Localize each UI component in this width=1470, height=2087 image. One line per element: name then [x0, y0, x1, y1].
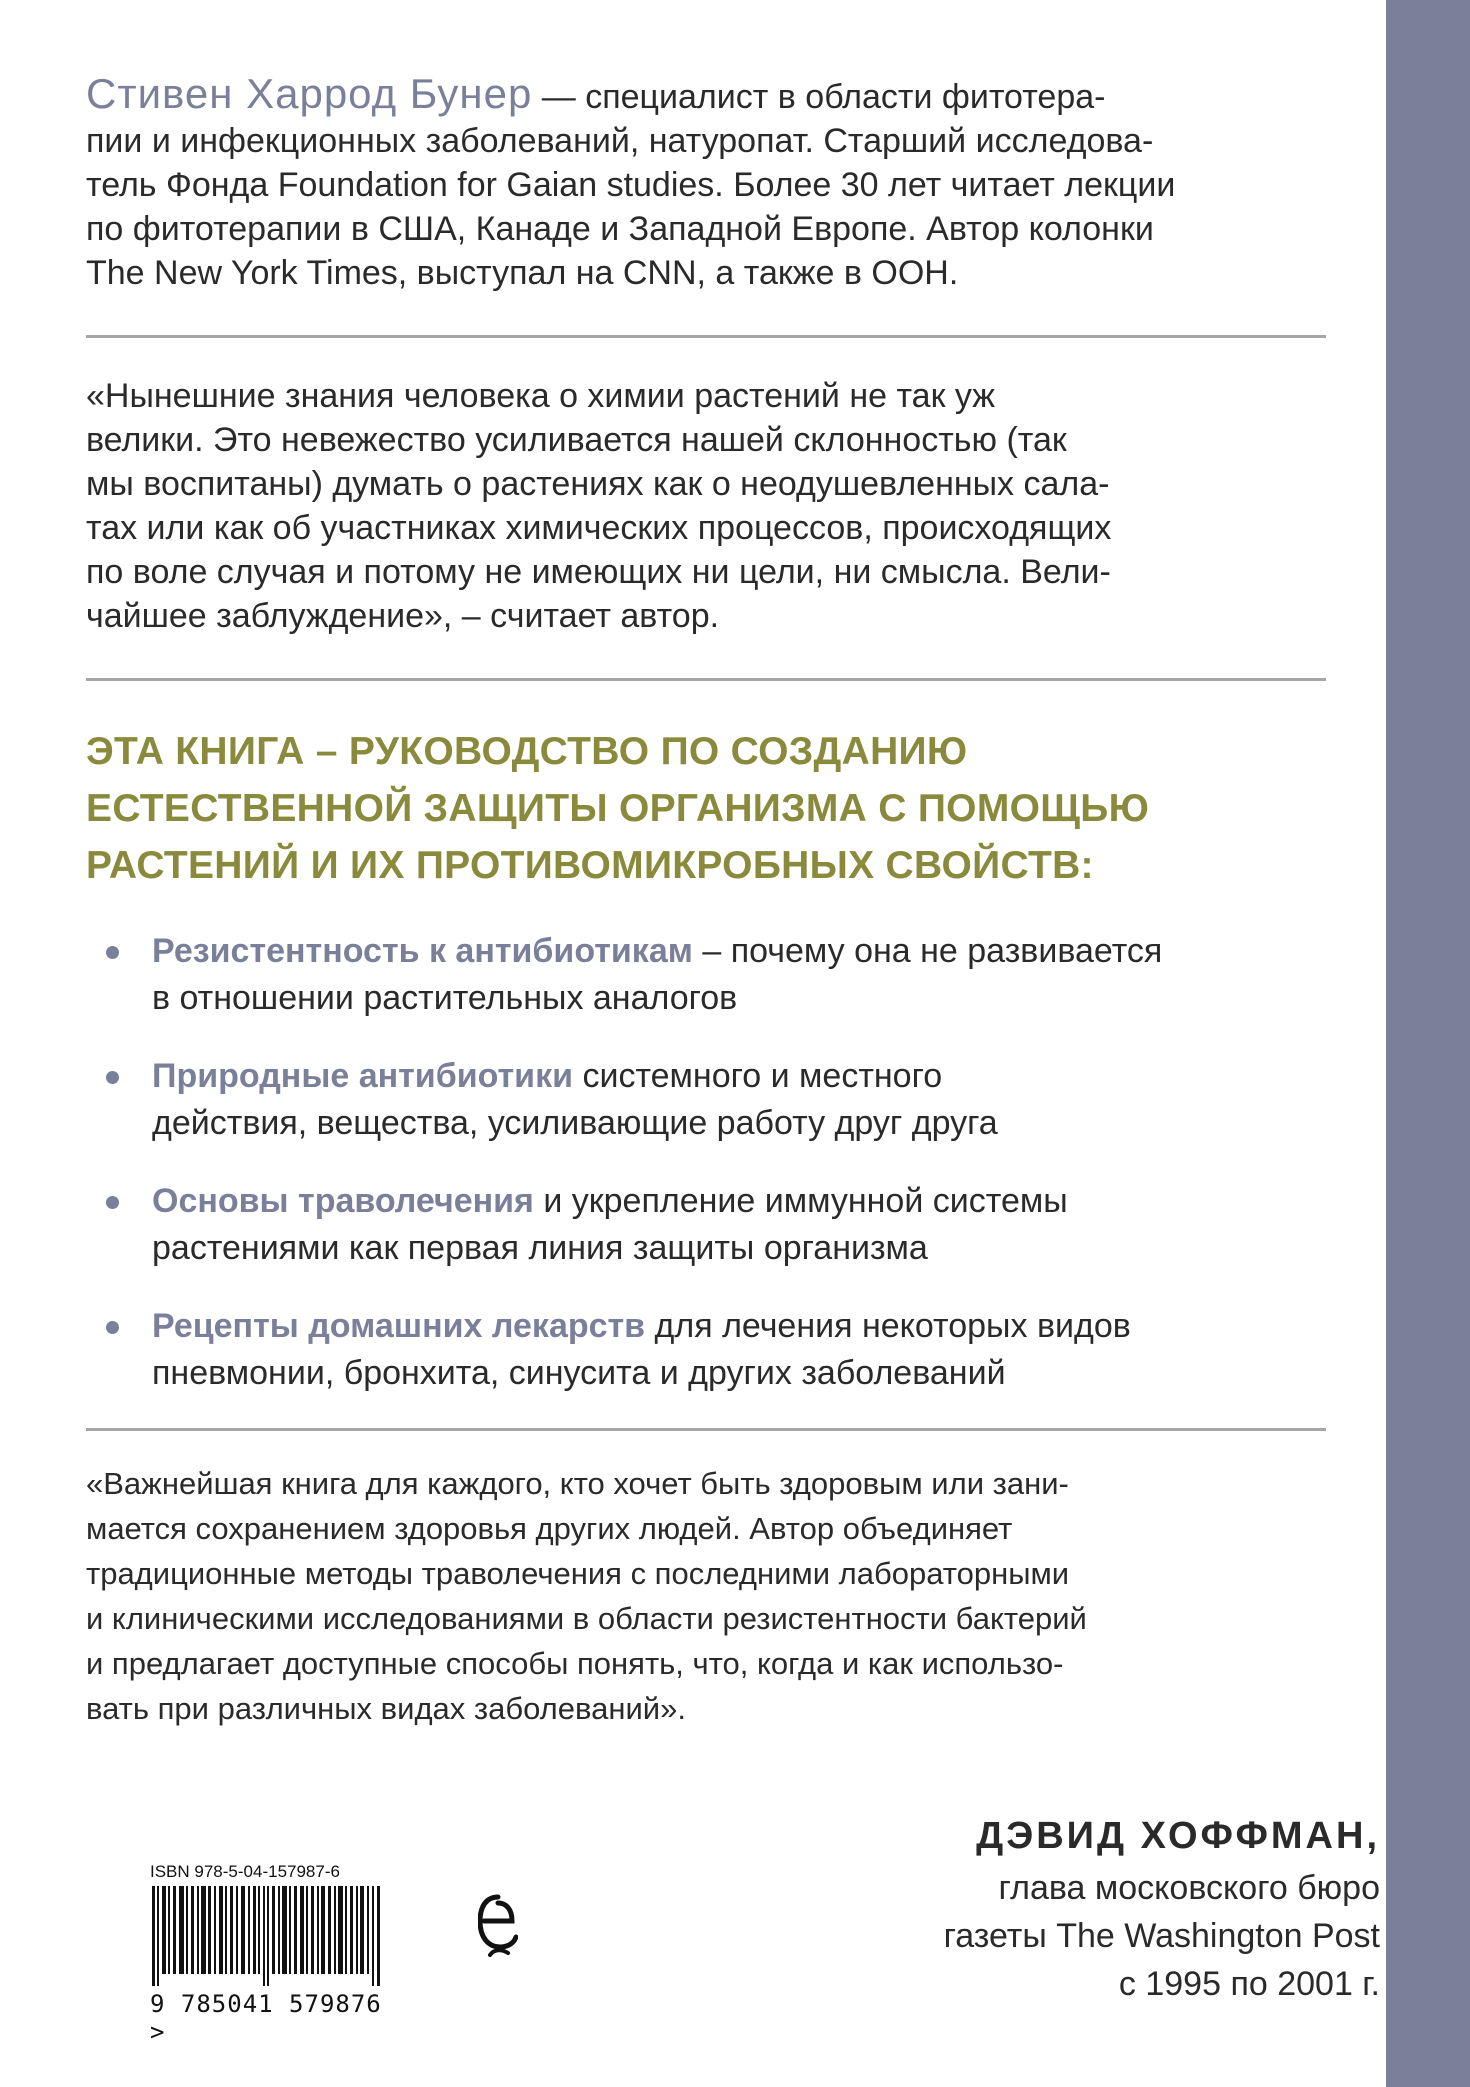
bullet-icon	[106, 946, 119, 959]
back-cover-content	[86, 72, 1331, 1731]
author-name: Стивен Харрод Бунер	[86, 70, 533, 117]
list-item: Природные антибиотики системного и местного действия, вещества, усиливающие работу друг друга	[86, 1053, 1331, 1147]
list-item: Рецепты домашних лекарств для лечения некоторых видов пневмонии, бронхита, синусита и других заболеваний	[86, 1303, 1331, 1397]
bullet-icon	[106, 1321, 119, 1334]
reviewer-name: ДЭВИД ХОФФМАН,	[976, 1815, 1380, 1857]
isbn-barcode-block	[150, 1862, 400, 2046]
list-item: Основы траволечения и укрепление иммунной системы растениями как первая линия защиты организма	[86, 1178, 1331, 1272]
review-quote: «Важнейшая книга для каждого, кто хочет быть здоровым или зани- мается сохранением здоровья других людей. Автор объединяет традиционные методы траволечения с последними лабораторными и клиническими исследованиями в области резистентности бактерий и предлагает доступные способы понять, что, когда и как использо- вать при различных видах заболеваний».	[86, 1466, 1087, 1726]
book-headline: ЭТА КНИГА – РУКОВОДСТВО ПО СОЗДАНИЮ ЕСТЕСТВЕННОЙ ЗАЩИТЫ ОРГАНИЗМА С ПОМОЩЬЮ РАСТЕНИЙ И ИХ ПРОТИВОМИКРОБНЫХ СВОЙСТВ:	[86, 730, 1150, 887]
publisher-logo-icon	[478, 1893, 518, 1959]
divider	[86, 678, 1326, 681]
bullet-icon	[106, 1196, 119, 1209]
feature-list	[86, 928, 1331, 1397]
barcode-digits: 9 785041 579876 >	[150, 1990, 382, 2046]
bullet-icon	[106, 1071, 119, 1084]
barcode-icon	[150, 1886, 386, 1986]
divider	[86, 1428, 1326, 1431]
author-bio: Стивен Харрод Бунер — специалист в области фитотера- пии и инфекционных заболеваний, натуропат. Старший исследова- тель Фонда Foundation for Gaian studies. Более 30 лет читает лекции по фитотерапии в США, Канаде и Западной Европе. Автор колонки The New York Times, выступал на CNN, а также в ООН.	[86, 70, 1176, 292]
review-attribution: ДЭВИД ХОФФМАН, глава московского бюро газеты The Washington Post с 1995 по 2001 г.	[944, 1808, 1380, 2008]
author-quote: «Нынешние знания человека о химии растений не так уж велики. Это невежество усиливается нашей склонностью (так мы воспитаны) думать о растениях как о неодушевленных сала- тах или как об участниках химических процессов, происходящих по воле случая и потому не имеющих ни цели, ни смысла. Вели- чайшее заблуждение», – считает автор.	[86, 377, 1112, 635]
list-item: Резистентность к антибиотикам – почему она не развивается в отношении растительных аналогов	[86, 928, 1331, 1022]
divider	[86, 335, 1326, 338]
isbn-label: ISBN 978-5-04-157987-6	[150, 1862, 340, 1881]
book-spine-band	[1386, 0, 1470, 2087]
